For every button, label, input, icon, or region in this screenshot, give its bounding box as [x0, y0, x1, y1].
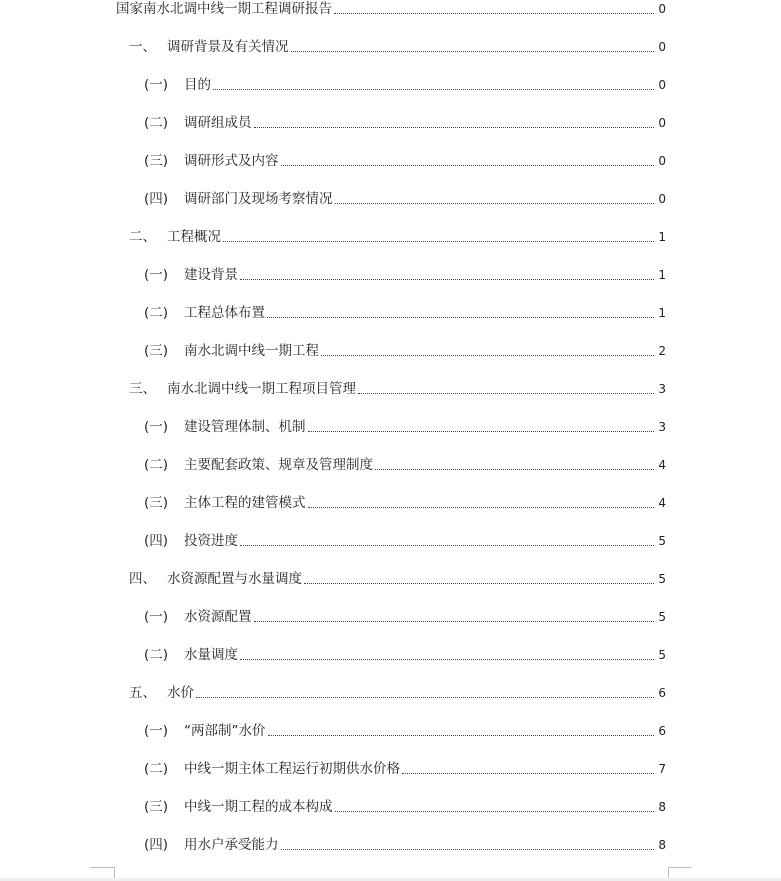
toc-leader-dots	[291, 50, 655, 52]
toc-page-number: 5	[658, 610, 666, 624]
toc-section-number: 二、	[129, 229, 156, 245]
toc-title: 水量调度	[184, 647, 238, 663]
toc-leader-dots	[281, 848, 655, 850]
toc-entry-subsection[interactable]	[144, 530, 666, 550]
toc-entry-subsection[interactable]	[144, 758, 666, 778]
toc-entry-subsection[interactable]	[144, 720, 666, 740]
toc-page-number: 0	[658, 116, 666, 130]
toc-entry-report-title[interactable]	[116, 0, 666, 18]
toc-subsection-number: (三)	[144, 799, 169, 815]
toc-leader-dots	[281, 164, 655, 166]
toc-title: 调研形式及内容	[184, 153, 279, 169]
toc-section-number: 五、	[129, 685, 156, 701]
toc-page-number: 2	[658, 344, 666, 358]
toc-subsection-number: (二)	[144, 305, 169, 321]
toc-subsection-number: (三)	[144, 343, 169, 359]
toc-leader-dots	[358, 392, 654, 394]
toc-entry-subsection[interactable]	[144, 454, 666, 474]
toc-leader-dots	[254, 126, 655, 128]
toc-leader-dots	[308, 506, 655, 508]
toc-leader-dots	[402, 772, 654, 774]
toc-leader-dots	[240, 658, 654, 660]
toc-leader-dots	[304, 582, 654, 584]
toc-subsection-number: (二)	[144, 761, 169, 777]
toc-subsection-number: (一)	[144, 419, 169, 435]
toc-subsection-number: (四)	[144, 191, 169, 207]
toc-title: 建设背景	[184, 267, 238, 283]
toc-page-number: 4	[658, 496, 666, 510]
toc-title: 主体工程的建管模式	[184, 495, 306, 511]
crop-mark-right	[668, 867, 692, 868]
toc-subsection-number: (一)	[144, 77, 169, 93]
toc-title: 用水户承受能力	[184, 837, 279, 853]
toc-subsection-number: (一)	[144, 267, 169, 283]
toc-entry-subsection[interactable]	[144, 112, 666, 132]
toc-page-number: 4	[658, 458, 666, 472]
toc-title: 目的	[184, 77, 211, 93]
toc-page-number: 0	[658, 78, 666, 92]
toc-title: 工程总体布置	[184, 305, 265, 321]
toc-subsection-number: (三)	[144, 153, 169, 169]
toc-leader-dots	[375, 468, 654, 470]
toc-entry-section[interactable]	[129, 226, 666, 246]
toc-entry-subsection[interactable]	[144, 492, 666, 512]
toc-page-number: 0	[658, 154, 666, 168]
toc-page-number: 6	[658, 686, 666, 700]
toc-subsection-number: (三)	[144, 495, 169, 511]
toc-page-number: 1	[658, 230, 666, 244]
toc-title: 调研部门及现场考察情况	[184, 191, 333, 207]
toc-entry-section[interactable]	[129, 682, 666, 702]
toc-title: 国家南水北调中线一期工程调研报告	[116, 1, 332, 17]
toc-leader-dots	[268, 734, 655, 736]
toc-entry-subsection[interactable]	[144, 796, 666, 816]
toc-leader-dots	[267, 316, 654, 318]
toc-entry-subsection[interactable]	[144, 340, 666, 360]
toc-page-number: 5	[658, 572, 666, 586]
toc-entry-subsection[interactable]	[144, 644, 666, 664]
toc-page-number: 8	[658, 800, 666, 814]
toc-subsection-number: (二)	[144, 647, 169, 663]
toc-title: 中线一期工程的成本构成	[184, 799, 333, 815]
toc-title: 建设管理体制、机制	[184, 419, 306, 435]
toc-entry-section[interactable]	[129, 568, 666, 588]
toc-entry-subsection[interactable]	[144, 188, 666, 208]
toc-title: 水资源配置	[184, 609, 252, 625]
toc-title: “两部制”水价	[184, 723, 266, 739]
toc-leader-dots	[334, 12, 654, 14]
toc-leader-dots	[240, 544, 654, 546]
toc-page-number: 6	[658, 724, 666, 738]
toc-leader-dots	[335, 202, 655, 204]
toc-page-number: 3	[658, 382, 666, 396]
toc-entry-section[interactable]	[129, 36, 666, 56]
toc-subsection-number: (四)	[144, 533, 169, 549]
toc-title: 投资进度	[184, 533, 238, 549]
toc-subsection-number: (二)	[144, 115, 169, 131]
toc-title: 主要配套政策、规章及管理制度	[184, 457, 373, 473]
toc-leader-dots	[196, 696, 654, 698]
toc-leader-dots	[321, 354, 654, 356]
toc-page-number: 5	[658, 648, 666, 662]
toc-leader-dots	[213, 88, 654, 90]
toc-page-number: 0	[658, 40, 666, 54]
toc-title: 水资源配置与水量调度	[167, 571, 302, 587]
toc-page-number: 5	[658, 534, 666, 548]
toc-title: 工程概况	[167, 229, 221, 245]
toc-subsection-number: (一)	[144, 609, 169, 625]
toc-entry-subsection[interactable]	[144, 302, 666, 322]
toc-title: 水价	[167, 685, 194, 701]
toc-title: 中线一期主体工程运行初期供水价格	[184, 761, 400, 777]
toc-entry-subsection[interactable]	[144, 834, 666, 854]
toc-entry-subsection[interactable]	[144, 606, 666, 626]
toc-section-number: 一、	[129, 39, 156, 55]
toc-subsection-number: (四)	[144, 837, 169, 853]
toc-leader-dots	[223, 240, 654, 242]
toc-subsection-number: (一)	[144, 723, 169, 739]
crop-mark-left	[90, 867, 114, 868]
toc-entry-subsection[interactable]	[144, 264, 666, 284]
toc-page-number: 7	[658, 762, 666, 776]
toc-page-number: 3	[658, 420, 666, 434]
toc-entry-subsection[interactable]	[144, 74, 666, 94]
toc-title: 南水北调中线一期工程	[184, 343, 319, 359]
toc-page-number: 8	[658, 838, 666, 852]
toc-leader-dots	[335, 810, 655, 812]
toc-page-number: 0	[658, 192, 666, 206]
toc-page-number: 1	[658, 306, 666, 320]
toc-section-number: 四、	[129, 571, 156, 587]
toc-entry-subsection[interactable]	[144, 150, 666, 170]
toc-leader-dots	[308, 430, 655, 432]
toc-entry-subsection[interactable]	[144, 416, 666, 436]
toc-page-number: 0	[658, 2, 666, 16]
toc-title: 调研组成员	[184, 115, 252, 131]
toc-leader-dots	[254, 620, 655, 622]
toc-subsection-number: (二)	[144, 457, 169, 473]
toc-section-number: 三、	[129, 381, 156, 397]
toc-title: 南水北调中线一期工程项目管理	[167, 381, 356, 397]
toc-entry-section[interactable]	[129, 378, 666, 398]
toc-leader-dots	[240, 278, 654, 280]
toc-title: 调研背景及有关情况	[167, 39, 289, 55]
toc-page-number: 1	[658, 268, 666, 282]
